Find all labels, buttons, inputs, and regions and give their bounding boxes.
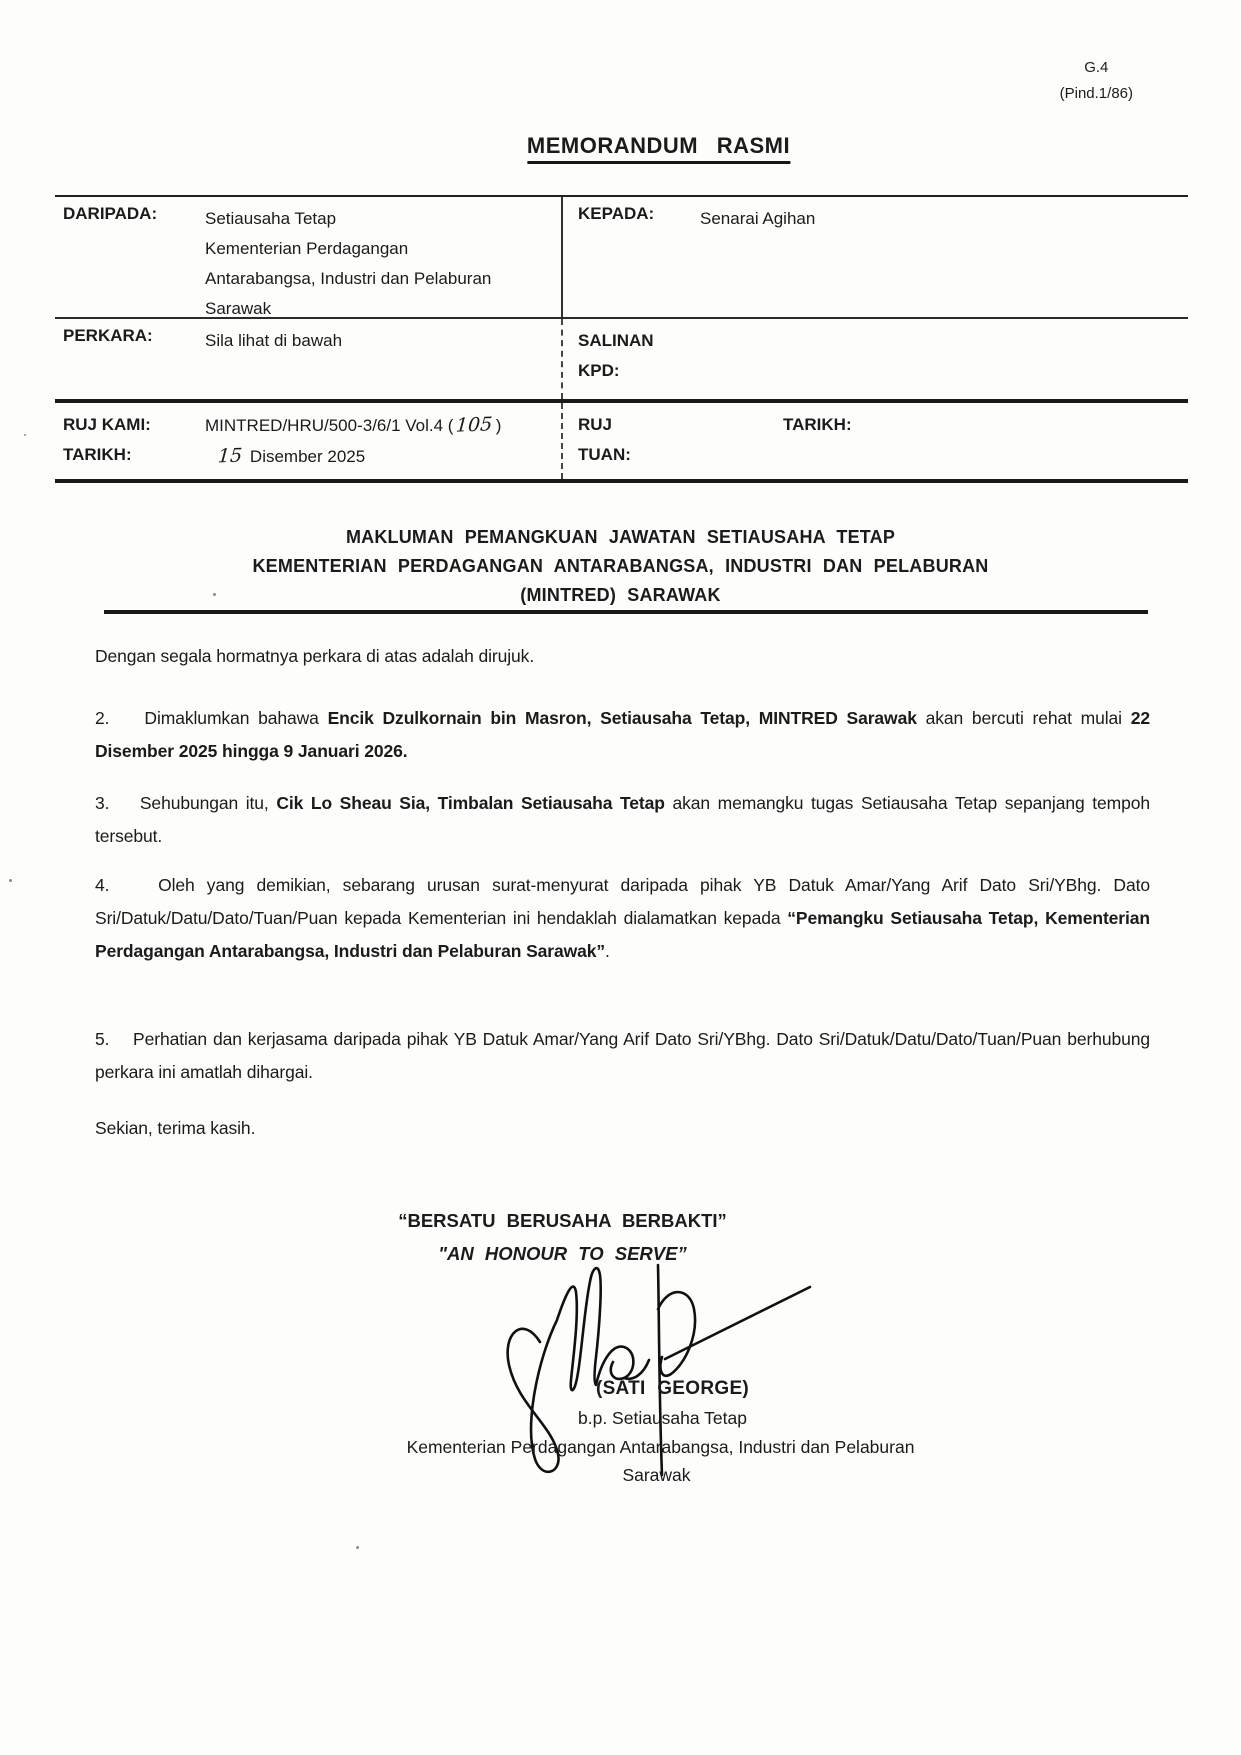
- table-row: [55, 319, 1188, 403]
- paragraph-5: 5. Perhatian dan kerjasama daripada pihak YB Datuk Amar/Yang Arif Dato Sri/YBhg. Dato Sri/Datuk/Datu/Dato/Tuan/Puan berhubung perkara ini amatlah dihargai.: [95, 1029, 1150, 1082]
- tarikh-kanan-label: TARIKH:: [783, 415, 852, 434]
- scan-artifact: [24, 434, 26, 436]
- form-code-block: [1060, 55, 1133, 107]
- kepada-label: KEPADA:: [578, 204, 655, 223]
- memo-header-table: [55, 195, 1188, 483]
- subject-line-1: MAKLUMAN PEMANGKUAN JAWATAN SETIAUSAHA TETAP: [345, 527, 896, 547]
- ruj-kami-label: RUJ KAMI:: [63, 415, 151, 434]
- signatory-behalf: b.p. Setiausaha Tetap: [578, 1408, 747, 1428]
- paragraph-closing: Sekian, terima kasih.: [95, 1118, 256, 1138]
- heading-underline: [104, 610, 1148, 614]
- subject-line-2: KEMENTERIAN PERDAGANGAN ANTARABANGSA, INDUSTRI DAN PELABURAN: [252, 556, 989, 576]
- perkara-value: Sila lihat di bawah: [205, 331, 343, 350]
- subject-heading: [0, 523, 1241, 610]
- salinan-kpd-label: SALINAN KPD:: [578, 331, 654, 380]
- paragraph-2: 2. Dimaklumkan bahawa Encik Dzulkornain bin Masron, Setiausaha Tetap, MINTRED Sarawak akan bercuti rehat mulai 22 Disember 2025 hingga 9 Januari 2026.: [95, 708, 1150, 761]
- kepada-value: Senarai Agihan: [700, 209, 816, 228]
- table-row: [55, 197, 1188, 319]
- signatory-org-line-2: Sarawak: [622, 1465, 691, 1485]
- subject-line-3: (MINTRED) SARAWAK: [520, 585, 721, 605]
- tarikh-label: TARIKH:: [63, 445, 132, 464]
- scan-artifact: [9, 879, 12, 882]
- signatory-org-line-1: Kementerian Perdagangan Antarabangsa, Industri dan Pelaburan: [406, 1437, 915, 1457]
- form-code: G.4: [1084, 59, 1109, 76]
- motto-line-1: “BERSATU BERUSAHA BERBAKTI”: [398, 1210, 727, 1231]
- handwritten-day: 15: [217, 444, 243, 468]
- signatory-name: (SATI GEORGE): [595, 1378, 750, 1399]
- paragraph-salutation: Dengan segala hormatnya perkara di atas adalah dirujuk.: [95, 646, 535, 666]
- daripada-value: Setiausaha Tetap Kementerian Perdagangan Antarabangsa, Industri dan Pelaburan Sarawak: [205, 209, 492, 318]
- daripada-label: DARIPADA:: [63, 204, 158, 223]
- ruj-tuan-label: RUJ TUAN:: [578, 415, 631, 464]
- motto-line-2: "AN HONOUR TO SERVE”: [438, 1243, 687, 1264]
- handwritten-ref-number: 105: [455, 413, 494, 437]
- perkara-label: PERKARA:: [63, 326, 153, 345]
- form-revision: (Pind.1/86): [1059, 85, 1133, 102]
- ruj-kami-value: MINTRED/HRU/500-3/6/1 Vol.4 ( 105 ): [205, 410, 501, 441]
- tarikh-value: 15 Disember 2025: [205, 441, 501, 472]
- paragraph-4: 4. Oleh yang demikian, sebarang urusan surat-menyurat daripada pihak YB Datuk Amar/Yang Arif Dato Sri/YBhg. Dato Sri/Datuk/Datu/Dato/Tuan/Puan kepada Kementerian ini hendaklah dialamatkan kepada “Pemangku Setiausaha Tetap, Kementerian Perdagangan Antarabangsa, Industri dan Pelaburan Sarawak”.: [95, 875, 1150, 961]
- scan-artifact: [213, 593, 216, 596]
- document-title: MEMORANDUM RASMI: [527, 133, 790, 164]
- table-row: [55, 403, 1188, 483]
- paragraph-3: 3. Sehubungan itu, Cik Lo Sheau Sia, Timbalan Setiausaha Tetap akan memangku tugas Setiausaha Tetap sepanjang tempoh tersebut.: [95, 793, 1150, 846]
- scan-artifact: [356, 1546, 359, 1549]
